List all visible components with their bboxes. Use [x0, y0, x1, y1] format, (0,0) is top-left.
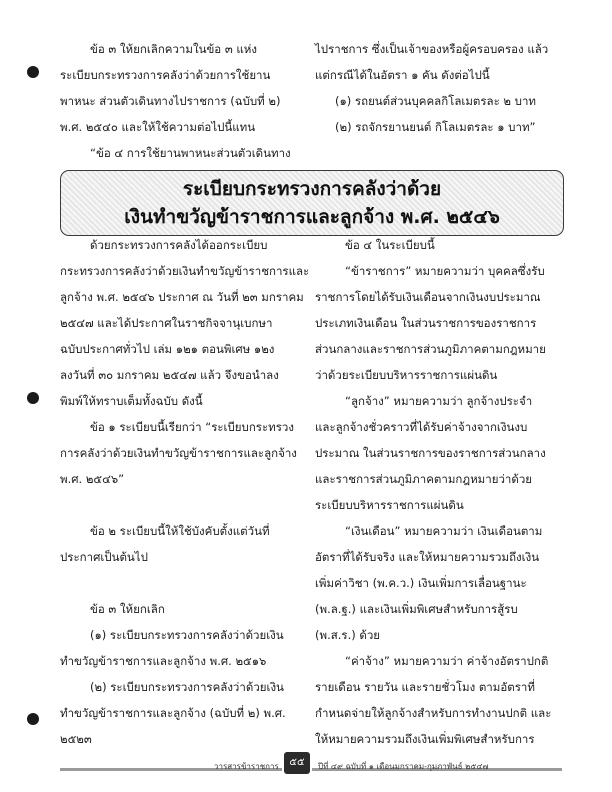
- text-line: ประมาณ ในส่วนราชการของราชการส่วนกลาง: [315, 446, 546, 460]
- text-line: “เงินเดือน” หมายความว่า เงินเดือนตาม: [345, 524, 543, 538]
- text-line: (พ.ส.ร.) ด้วย: [315, 628, 381, 642]
- text-line: ไปราชการ ซึ่งเป็นเจ้าของหรือผู้ครอบครอง แล้ว: [315, 42, 549, 56]
- text-line: ส่วนกลางและราชการส่วนภูมิภาคตามกฎหมาย: [315, 342, 546, 356]
- text-line: ให้หมายความรวมถึงเงินเพิ่มพิเศษสำหรับการ: [315, 732, 535, 746]
- text-line: ๒๕๒๓: [60, 732, 92, 746]
- text-line: ข้อ ๒ ระเบียบนี้ให้ใช้บังคับตั้งแต่วันที่: [90, 524, 270, 538]
- text-line: ข้อ ๑ ระเบียบนี้เรียกว่า “ระเบียบกระทรวง: [90, 420, 294, 434]
- footer-issue-info: ปีที่ ๔๙ ฉบับที่ ๑ เดือนมกราคม-กุมภาพันธ์ ๒๕๔๗: [318, 762, 489, 771]
- text-line: ระเบียบบริหารราชการแผ่นดิน: [315, 498, 464, 512]
- text-line: เพิ่มค่าวิชา (พ.ค.ว.) เงินเพิ่มการเลื่อนฐานะ: [315, 576, 527, 590]
- section-title-box: [60, 170, 564, 236]
- text-line: การคลังว่าด้วยเงินทำขวัญข้าราชการและลูกจ้าง: [60, 446, 297, 460]
- binder-hole-mark: [27, 66, 39, 78]
- footer-journal-name: วารสารข้าราชการ: [214, 762, 279, 771]
- text-line: ข้อ ๓ ให้ยกเลิก: [90, 602, 165, 616]
- text-line: (๑) รถยนต์ส่วนบุคคลกิโลเมตรละ ๒ บาท: [335, 94, 537, 108]
- text-line: (๑) ระเบียบกระทรวงการคลังว่าด้วยเงิน: [90, 628, 284, 642]
- text-line: พ.ศ. ๒๕๔๐ และให้ใช้ความต่อไปนี้แทน: [60, 120, 256, 134]
- text-line: (๒) รถจักรยานยนต์ กิโลเมตรละ ๑ บาท”: [335, 120, 536, 134]
- text-line: “ข้อ ๔ การใช้ยานพาหนะส่วนตัวเดินทาง: [90, 146, 291, 160]
- text-line: ลงวันที่ ๓๐ มกราคม ๒๕๔๗ แล้ว จึงขอนำลง: [60, 368, 279, 382]
- text-line: พ.ศ. ๒๕๔๖”: [60, 472, 125, 486]
- page-number: ๕๕: [284, 752, 310, 774]
- text-line: พิมพ์ให้ทราบเต็มทั้งฉบับ ดังนี้: [60, 394, 203, 408]
- section-title-line-2: เงินทำขวัญข้าราชการและลูกจ้าง พ.ศ. ๒๕๔๖: [124, 206, 500, 228]
- section-title-line-1: ระเบียบกระทรวงการคลังว่าด้วย: [182, 178, 442, 200]
- right-body-column: [315, 232, 565, 752]
- left-body-column: [60, 232, 310, 752]
- text-line: ราชการโดยได้รับเงินเดือนจากเงินงบประมาณ: [315, 290, 541, 304]
- text-line: ระเบียบกระทรวงการคลังว่าด้วยการใช้ยาน: [60, 68, 271, 82]
- text-line: อัตราที่ได้รับจริง และให้หมายความรวมถึงเงิน: [315, 550, 540, 564]
- text-line: ด้วยกระทรวงการคลังได้ออกระเบียบ: [90, 238, 268, 252]
- binder-hole-mark: [27, 392, 39, 404]
- binder-hole-mark: [27, 713, 39, 725]
- text-line: ข้อ ๓ ให้ยกเลิกความในข้อ ๓ แห่ง: [90, 42, 257, 56]
- text-line: ว่าด้วยระเบียบบริหารราชการแผ่นดิน: [315, 368, 498, 382]
- text-line: ประกาศเป็นต้นไป: [60, 550, 148, 564]
- text-line: “ค่าจ้าง” หมายความว่า ค่าจ้างอัตราปกติ: [345, 654, 549, 668]
- text-line: กำหนดจ่ายให้ลูกจ้างสำหรับการทำงานปกติ และ: [315, 706, 552, 720]
- text-line: ทำขวัญข้าราชการและลูกจ้าง (ฉบับที่ ๒) พ.ศ.: [60, 706, 286, 720]
- text-line: และราชการส่วนภูมิภาคตามกฎหมายว่าด้วย: [315, 472, 533, 486]
- text-line: กระทรวงการคลังว่าด้วยเงินทำขวัญข้าราชการและ: [60, 264, 310, 278]
- text-line: “ข้าราชการ” หมายความว่า บุคคลซึ่งรับ: [345, 264, 545, 278]
- text-line: (๒) ระเบียบกระทรวงการคลังว่าด้วยเงิน: [90, 680, 284, 694]
- text-line: พาหนะ ส่วนตัวเดินทางไปราชการ (ฉบับที่ ๒): [60, 94, 281, 108]
- text-line: และลูกจ้างชั่วคราวที่ได้รับค่าจ้างจากเงินงบ: [315, 420, 528, 434]
- text-line: ฉบับประกาศทั่วไป เล่ม ๑๒๑ ตอนพิเศษ ๑๒ง: [60, 342, 275, 356]
- text-line: “ลูกจ้าง” หมายความว่า ลูกจ้างประจำ: [345, 394, 533, 408]
- text-line: ทำขวัญข้าราชการและลูกจ้าง พ.ศ. ๒๕๑๖: [60, 654, 267, 668]
- text-line: ประเภทเงินเดือน ในส่วนราชการของราชการ: [315, 316, 537, 330]
- text-line: ๒๕๔๗ และได้ประกาศในราชกิจจานุเบกษา: [60, 316, 273, 330]
- top-right-column: [315, 36, 565, 140]
- text-line: แต่กรณีได้ในอัตรา ๑ คัน ดังต่อไปนี้: [315, 68, 490, 82]
- text-line: ลูกจ้าง พ.ศ. ๒๕๔๖ ประกาศ ณ วันที่ ๒๓ มกราคม: [60, 290, 304, 304]
- text-line: ข้อ ๔ ในระเบียบนี้: [345, 238, 435, 252]
- text-line: รายเดือน รายวัน และรายชั่วโมง ตามอัตราที่: [315, 680, 535, 694]
- text-line: (พ.ล.ฐ.) และเงินเพิ่มพิเศษสำหรับการสู้รบ: [315, 602, 518, 616]
- top-left-column: [60, 36, 306, 166]
